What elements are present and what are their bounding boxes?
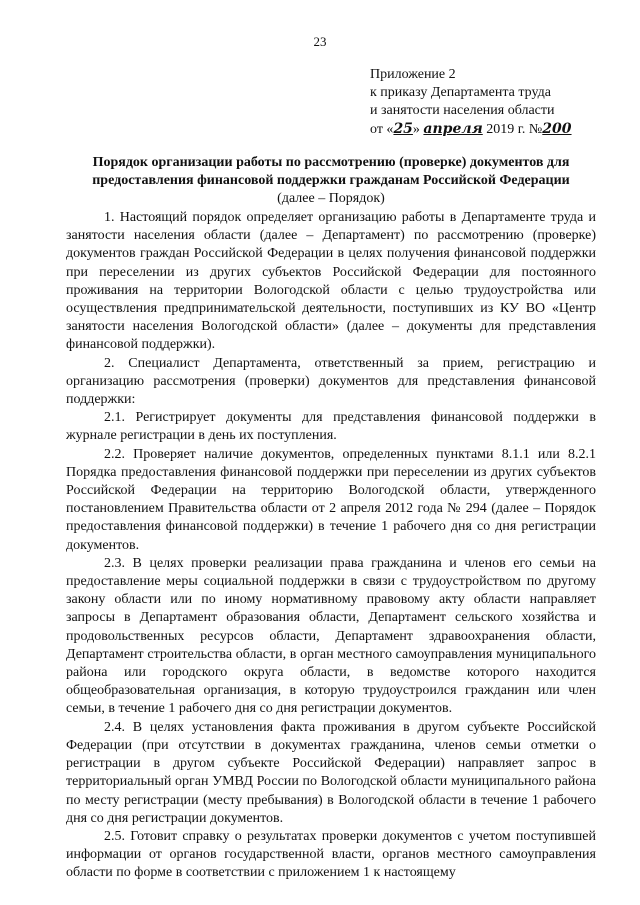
document-body — [66, 209, 596, 883]
handwritten-number: 200 — [542, 121, 572, 137]
paragraph: 2.4. В целях установления факта проживания в другом субъекте Российской Федерации (при отсутствии в документах гражданина, членов семьи отметки о регистрации в другом субъекте Российской Федерации) направляет запрос в территориальный орган УМВД России по Вологодской области муниципального района по месту регистрации (месту пребывания) в Вологодской области в течение 1 рабочего дня со дня регистрации документов. — [66, 719, 596, 826]
paragraph: 2.5. Готовит справку о результатах проверки документов с учетом поступившей информации от органов государственной власти, органов местного самоуправления области по форме в соответствии с приложением 1 к настоящему — [66, 828, 596, 881]
appendix-block — [370, 66, 572, 139]
appendix-date-line — [370, 120, 572, 139]
document-subtitle: (далее – Порядок) — [277, 191, 385, 206]
handwritten-month: апреля — [423, 121, 483, 137]
paragraph: 2.1. Регистрирует документы для представления финансовой поддержки в журнале регистрации в день их поступления. — [66, 410, 596, 444]
paragraph: 2. Специалист Департамента, ответственный за прием, регистрацию и организацию рассмотрения (проверки) документов для представления финансовой поддержки: — [66, 355, 596, 408]
paragraph: 2.2. Проверяет наличие документов, определенных пунктами 8.1.1 или 8.2.1 Порядка предоставления финансовой поддержки при переселении из других субъектов Российской Федерации на территорию Вологодской области, утвержденного постановлением Правительства области от 2 апреля 2012 года № 294 (далее – Порядок предоставления финансовой поддержки) в течение 1 рабочего дня со дня регистрации документов. — [66, 446, 596, 553]
appendix-line: Приложение 2 — [370, 67, 456, 82]
paragraph: 2.3. В целях проверки реализации права гражданина и членов его семьи на предоставление меры социальной поддержки в связи с трудоустройством по другому закону области или по иному нормативному правовому акту области направляет запросы в Департамент образования области, Департамент сельского хозяйства и продовольственных ресурсов области, Департамент здравоохранения области, Департамент строительства области, в орган местного самоуправления муниципального района или городского округа области, в ведомстве которого находится общеобразовательная организация, в которую трудоустроился гражданин или член семьи, в течение 1 рабочего дня со дня регистрации документов. — [66, 555, 596, 717]
handwritten-day: 25 — [393, 121, 413, 137]
page-number: 23 — [313, 34, 327, 49]
document-title: Порядок организации работы по рассмотрению (проверке) документов для предоставления финансовой поддержки гражданам Российской Федерации — [92, 155, 570, 188]
paragraph: 1. Настоящий порядок определяет организацию работы в Департаменте труда и занятости населения области (далее – Департамент) по рассмотрению (проверке) документов граждан Российской Федерации в целях получения финансовой поддержки при переселении из других субъектов Российской Федерации для постоянного проживания на территории Вологодской области с целью трудоустройства или осуществления предпринимательской деятельности, поступивших из КУ ВО «Центр занятости населения Вологодской области» (далее – документы для представления финансовой поддержки). — [66, 210, 596, 353]
date-year: 2019 г. № — [486, 122, 543, 137]
date-prefix: от « — [370, 122, 394, 137]
appendix-line: к приказу Департамента труда — [370, 85, 551, 100]
appendix-line: и занятости населения области — [370, 103, 555, 118]
date-separator: » — [412, 122, 420, 137]
